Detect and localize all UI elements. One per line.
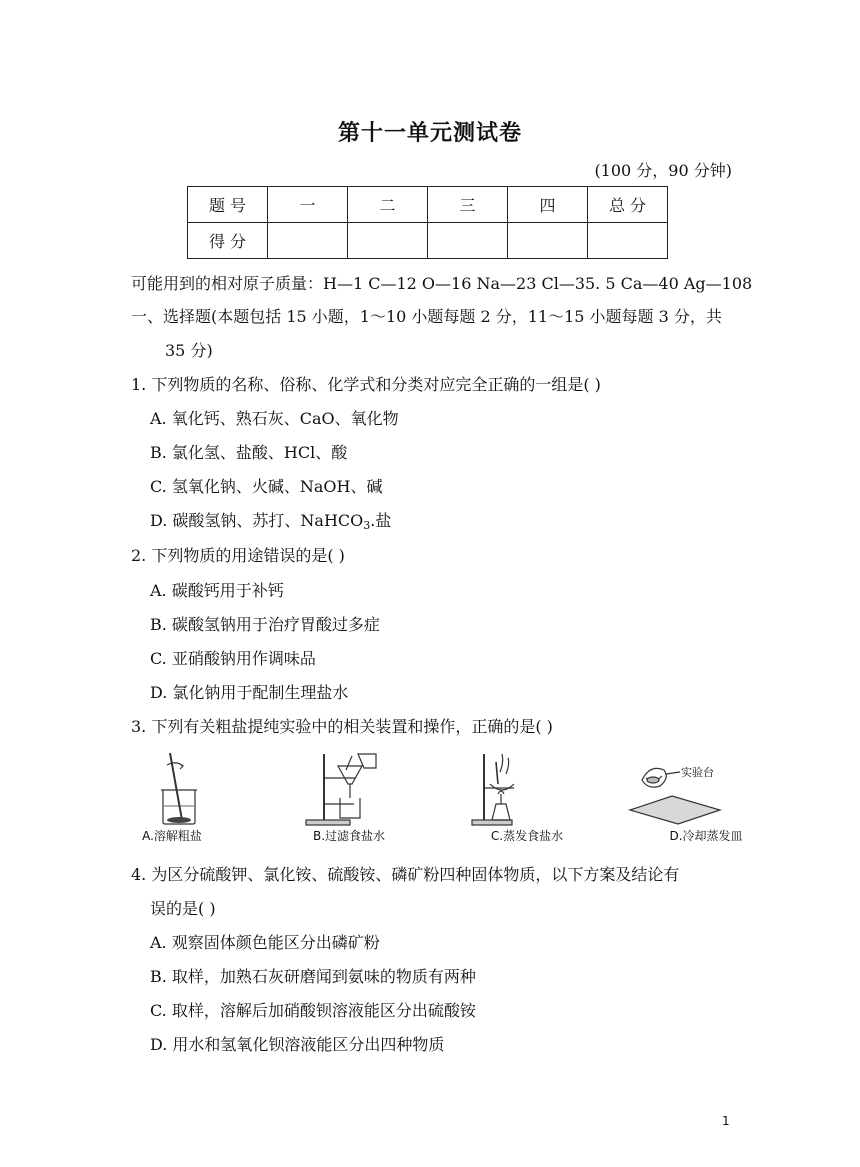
table-cell: 得 分	[188, 223, 268, 259]
table-cell: 四	[508, 187, 588, 223]
page-title: 第十一单元测试卷	[337, 120, 522, 146]
table-cell: 二	[348, 187, 428, 223]
figure-c[interactable]	[430, 748, 580, 848]
score-time-info: (100 分，90 分钟)	[594, 161, 732, 180]
figure-caption: C.蒸发食盐水	[490, 829, 564, 843]
lab-bench-label: 实验台	[681, 766, 714, 779]
figure-b[interactable]	[280, 748, 430, 848]
table-cell: 一	[268, 187, 348, 223]
score-cell[interactable]	[508, 223, 588, 259]
score-cell[interactable]	[428, 223, 508, 259]
section-heading-cont: 35 分)	[165, 341, 213, 360]
question-1-option-d[interactable]	[150, 508, 391, 532]
hand-dish-icon	[580, 748, 730, 828]
figure-caption: B.过滤食盐水	[312, 829, 386, 843]
question-1-stem: 1. 下列物质的名称、俗称、化学式和分类对应完全正确的一组是( )	[131, 375, 601, 394]
question-4-option-a[interactable]: A. 观察固体颜色能区分出磷矿粉	[150, 933, 380, 952]
beaker-stirring-icon	[130, 748, 280, 828]
evaporation-dish-icon	[430, 748, 580, 828]
table-cell: 总 分	[588, 187, 668, 223]
question-4-stem: 4. 为区分硫酸钾、氯化铵、硫酸铵、磷矿粉四种固体物质，以下方案及结论有	[131, 865, 680, 884]
question-2-stem: 2. 下列物质的用途错误的是( )	[131, 546, 345, 565]
question-4-option-d[interactable]: D. 用水和氢氧化钡溶液能区分出四种物质	[150, 1035, 445, 1054]
filtration-stand-icon	[280, 748, 430, 828]
score-cell[interactable]	[268, 223, 348, 259]
table-cell: 三	[428, 187, 508, 223]
question-1-option-c[interactable]: C. 氢氧化钠、火碱、NaOH、碱	[150, 477, 383, 496]
table-cell: 题 号	[188, 187, 268, 223]
figure-d[interactable]	[580, 748, 743, 848]
score-table-score-row	[188, 223, 668, 259]
question-4-option-b[interactable]: B. 取样，加熟石灰研磨闻到氨味的物质有两种	[150, 967, 476, 986]
figure-a[interactable]	[130, 748, 280, 848]
atomic-masses: 可能用到的相对原子质量：H—1 C—12 O—16 Na—23 Cl—35. 5 Ca—40 Ag—108	[131, 274, 753, 293]
page-number: 1	[722, 1114, 730, 1128]
option-text: .盐	[370, 511, 392, 530]
section-heading: 一、选择题(本题包括 15 小题，1～10 小题每题 2 分，11～15 小题每题 3 分，共	[131, 307, 722, 326]
question-2-option-a[interactable]: A. 碳酸钙用于补钙	[150, 581, 284, 600]
question-3-figures	[130, 748, 743, 848]
question-2-option-b[interactable]: B. 碳酸氢钠用于治疗胃酸过多症	[150, 615, 380, 634]
question-3-stem: 3. 下列有关粗盐提纯实验中的相关装置和操作，正确的是( )	[131, 717, 553, 736]
score-table	[187, 186, 668, 259]
question-4-stem-cont: 误的是( )	[150, 899, 216, 918]
figure-caption: A.溶解粗盐	[142, 829, 202, 843]
question-1-option-b[interactable]: B. 氯化氢、盐酸、HCl、酸	[150, 443, 348, 462]
question-2-option-d[interactable]: D. 氯化钠用于配制生理盐水	[150, 683, 349, 702]
subscript: 3	[363, 519, 371, 532]
question-2-option-c[interactable]: C. 亚硝酸钠用作调味品	[150, 649, 316, 668]
question-4-option-c[interactable]: C. 取样，溶解后加硝酸钡溶液能区分出硫酸铵	[150, 1001, 476, 1020]
figure-caption: D.冷却蒸发皿	[669, 829, 743, 843]
score-cell[interactable]	[348, 223, 428, 259]
option-text: D. 碳酸氢钠、苏打、NaHCO	[150, 511, 364, 530]
question-1-option-a[interactable]: A. 氧化钙、熟石灰、CaO、氧化物	[150, 409, 399, 428]
score-cell[interactable]	[588, 223, 668, 259]
score-table-header-row	[188, 187, 668, 223]
